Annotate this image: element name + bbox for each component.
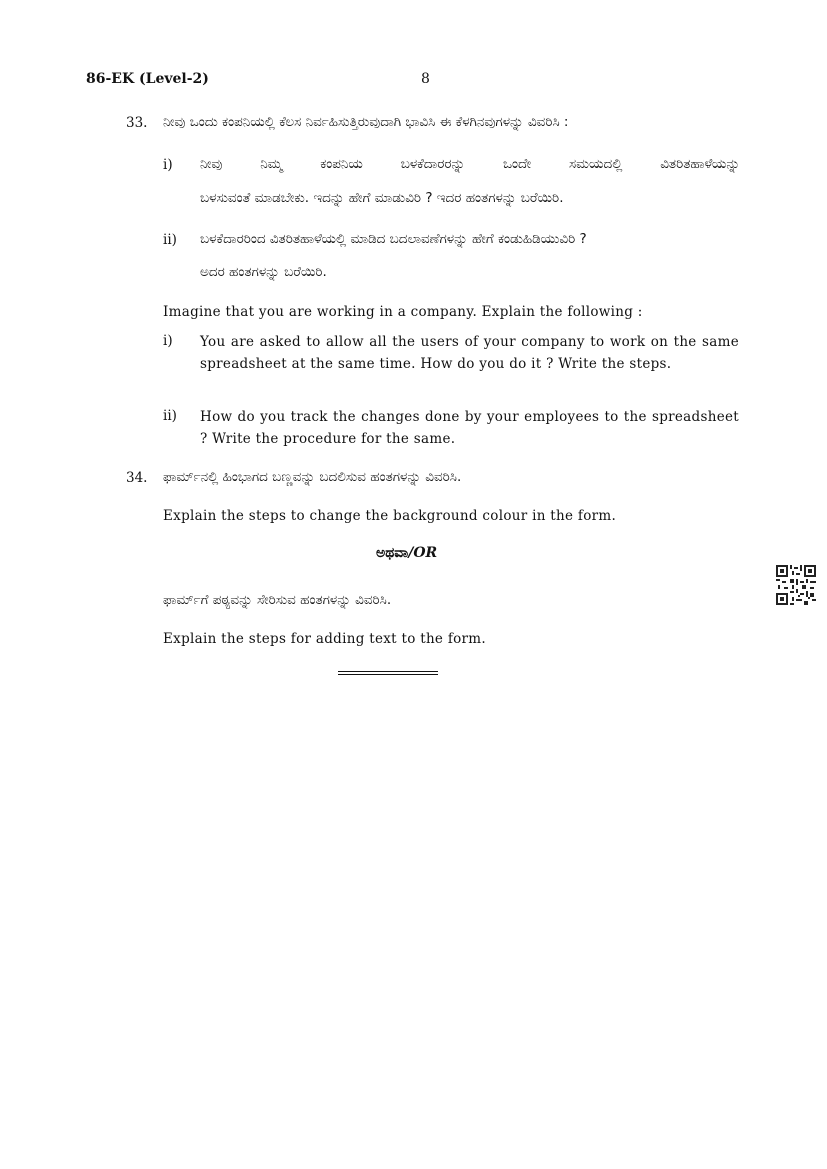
page-number: 8	[421, 71, 430, 87]
end-of-paper-rule	[338, 671, 438, 675]
q33-en-part-ii-number: ii)	[163, 408, 177, 424]
question-34-kannada: ಫಾರ್ಮ್‌ನಲ್ಲಿ ಹಿಂಭಾಗದ ಬಣ್ಣವನ್ನು ಬದಲಿಸುವ ಹಂತಗಳನ್ನು ವಿವರಿಸಿ.	[163, 469, 462, 485]
or-english: /OR	[408, 545, 438, 561]
q33-kn-part-i-number: i)	[163, 157, 173, 173]
q33-kn-part-ii-line2: ಅದರ ಹಂತಗಳನ್ನು ಬರೆಯಿರಿ.	[200, 264, 327, 280]
question-34-alt-english: Explain the steps for adding text to the form.	[163, 631, 486, 647]
q33-en-part-ii-text: How do you track the changes done by your employees to the spreadsheet ? Write the procedure for the same.	[200, 409, 739, 447]
qr-code-icon	[776, 565, 816, 605]
question-34-english: Explain the steps to change the background colour in the form.	[163, 508, 617, 524]
question-33-english: Imagine that you are working in a company. Explain the following :	[163, 304, 643, 320]
question-34-alt-kannada: ಫಾರ್ಮ್‌ಗೆ ಪಠ್ಯವನ್ನು ಸೇರಿಸುವ ಹಂತಗಳನ್ನು ವಿವರಿಸಿ.	[163, 592, 392, 608]
q33-en-part-i-text: You are asked to allow all the users of your company to work on the same spreadsheet at the same time. How do you do it ? Write the steps.	[200, 334, 739, 372]
question-33-kannada: ನೀವು ಒಂದು ಕಂಪನಿಯಲ್ಲಿ ಕೆಲಸ ನಿರ್ವಹಿಸುತ್ತಿರುವುದಾಗಿ ಭಾವಿಸಿ ಈ ಕೆಳಗಿನವುಗಳನ್ನು ವಿವರಿಸಿ :	[163, 114, 569, 130]
q33-kn-part-ii-line1: ಬಳಕೆದಾರರಿಂದ ವಿತರಿತಹಾಳೆಯಲ್ಲಿ ಮಾಡಿದ ಬದಲಾವಣೆಗಳನ್ನು ಹೇಗೆ ಕಂಡುಹಿಡಿಯುವಿರಿ ?	[200, 231, 587, 247]
question-33-number: 33.	[126, 115, 148, 131]
q33-en-part-i-number: i)	[163, 333, 173, 349]
question-34-number: 34.	[126, 470, 148, 486]
or-kannada: ಅಥವಾ	[376, 545, 409, 561]
q33-kn-part-i-line2: ಬಳಸುವಂತೆ ಮಾಡಬೇಕು. ಇದನ್ನು ಹೇಗೆ ಮಾಡುವಿರಿ ? ಇದರ ಹಂತಗಳನ್ನು ಬರೆಯಿರಿ.	[200, 190, 564, 206]
q33-kn-part-ii-number: ii)	[163, 232, 177, 248]
q33-kn-part-i-line1: ನೀವು ನಿಮ್ಮ ಕಂಪನಿಯ ಬಳಕೆದಾರರನ್ನು ಒಂದೇ ಸಮಯದಲ್ಲಿ ವಿತರಿತಹಾಳೆಯನ್ನು	[200, 156, 740, 172]
paper-code: 86-EK (Level-2)	[86, 71, 209, 87]
or-separator	[376, 545, 437, 561]
